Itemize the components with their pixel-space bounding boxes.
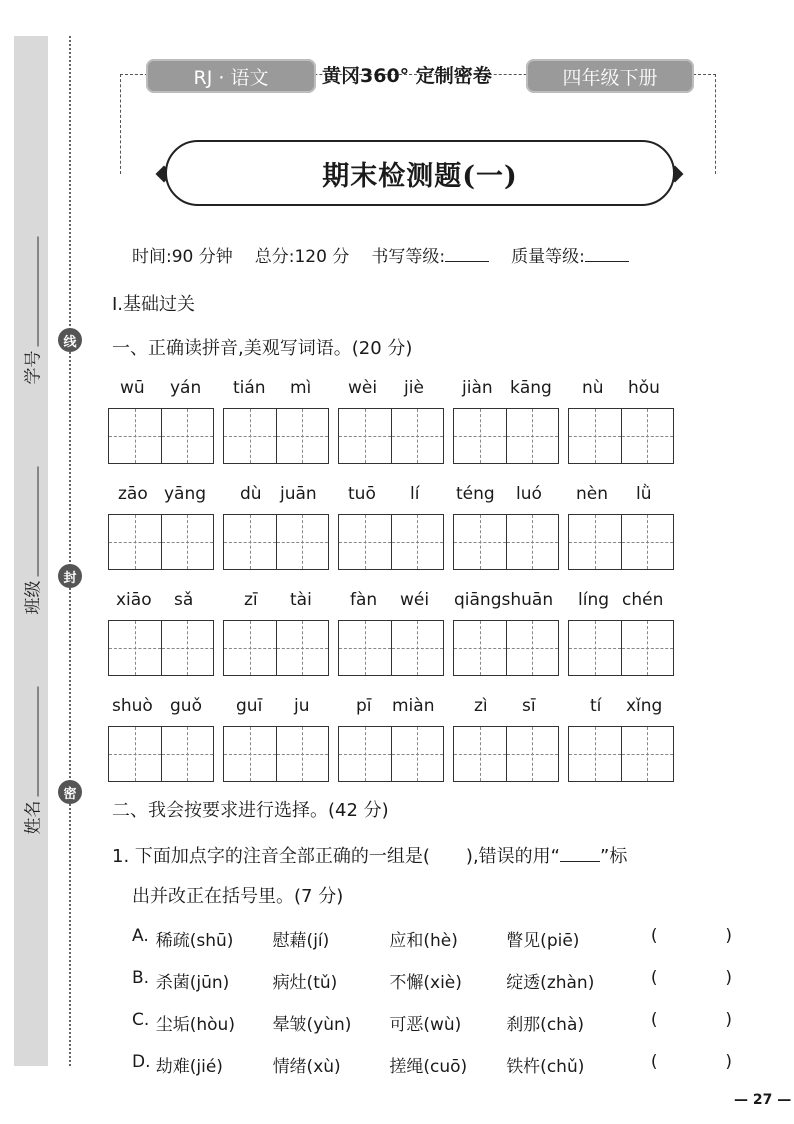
pinyin-label: wū <box>120 378 145 398</box>
option-c[interactable]: C. 尘垢(hòu) 晕皱(yùn) 可恶(wù) 刹那(chà) ( ) <box>132 1010 732 1035</box>
writing-box[interactable] <box>223 726 329 782</box>
total-info: 总分:120 分 <box>254 247 350 267</box>
pinyin-label: pī <box>356 696 372 716</box>
pinyin-label: tián <box>233 378 266 398</box>
pinyin-label: juān <box>280 484 317 504</box>
pinyin-label: xiāo <box>116 590 152 610</box>
pinyin-label: yán <box>170 378 202 398</box>
pinyin-label: téng <box>456 484 495 504</box>
option-d[interactable]: D. 劫难(jié) 情绪(xù) 搓绳(cuō) 铁杵(chǔ) ( ) <box>132 1052 732 1077</box>
pinyin-label: ju <box>294 696 310 716</box>
pinyin-label: tài <box>290 590 312 610</box>
pinyin-label: wéi <box>400 590 430 610</box>
question-pinyin-title: 一、正确读拼音,美观写词语。(20 分) <box>112 338 413 359</box>
pinyin-label: nèn <box>576 484 609 504</box>
class-label: 班级 <box>23 580 44 614</box>
correction-paren[interactable]: ( ) <box>650 926 732 946</box>
writing-box[interactable] <box>108 620 214 676</box>
pinyin-label: chén <box>622 590 664 610</box>
writing-box[interactable] <box>568 408 674 464</box>
seal-feng: 封 <box>58 564 82 588</box>
writing-box[interactable] <box>568 620 674 676</box>
subject-badge: RJ · 语文 <box>146 59 316 93</box>
quality-grade-blank[interactable] <box>585 261 629 262</box>
grade-badge: 四年级下册 <box>526 59 694 93</box>
writing-box[interactable] <box>568 726 674 782</box>
pinyin-row-4 <box>108 696 674 782</box>
pinyin-label: wèi <box>348 378 378 398</box>
writing-box[interactable] <box>568 514 674 570</box>
writing-box[interactable] <box>453 726 559 782</box>
question-1-line-2: 出并改正在括号里。(7 分) <box>132 886 344 907</box>
quality-grade-label: 质量等级: <box>511 247 585 267</box>
pinyin-row-2 <box>108 484 674 570</box>
writing-box[interactable] <box>223 620 329 676</box>
writing-box[interactable] <box>108 514 214 570</box>
student-id-field[interactable] <box>14 230 48 390</box>
mark-underline <box>560 861 600 862</box>
pinyin-label: jiàn <box>462 378 493 398</box>
writing-box[interactable] <box>453 620 559 676</box>
page-title: 期末检测题(一) <box>165 140 675 206</box>
writing-box[interactable] <box>108 726 214 782</box>
name-label: 姓名 <box>23 800 44 834</box>
question-choice-title: 二、我会按要求进行选择。(42 分) <box>112 800 389 821</box>
pinyin-label: kāng <box>510 378 552 398</box>
writing-box[interactable] <box>338 514 444 570</box>
pinyin-label: shuò <box>112 696 153 716</box>
time-info: 时间:90 分钟 <box>132 247 233 267</box>
correction-paren[interactable]: ( ) <box>650 1010 732 1030</box>
pinyin-label: sī <box>522 696 536 716</box>
pinyin-label: zì <box>474 696 488 716</box>
writing-box[interactable] <box>223 408 329 464</box>
class-field[interactable] <box>14 460 48 620</box>
pinyin-label: yāng <box>164 484 207 504</box>
writing-box[interactable] <box>453 514 559 570</box>
pinyin-label: qiāngshuān <box>454 590 554 610</box>
pinyin-label: líng <box>578 590 610 610</box>
pinyin-label: sǎ <box>174 590 194 610</box>
page-number: — 27 — <box>734 1092 792 1108</box>
student-id-label: 学号 <box>23 350 44 384</box>
pinyin-label: dù <box>240 484 262 504</box>
pinyin-label: tuō <box>348 484 376 504</box>
writing-box[interactable] <box>223 514 329 570</box>
option-a[interactable]: A. 稀疏(shū) 慰藉(jí) 应和(hè) 瞥见(piē) ( ) <box>132 926 732 951</box>
pinyin-label: lǜ <box>636 484 652 504</box>
pinyin-label: fàn <box>350 590 378 610</box>
writing-grade-label: 书写等级: <box>371 247 446 267</box>
exam-meta <box>132 242 629 267</box>
pinyin-label: miàn <box>392 696 435 716</box>
writing-box[interactable] <box>338 620 444 676</box>
seal-mi: 密 <box>58 780 82 804</box>
pinyin-label: guǒ <box>170 696 202 716</box>
pinyin-label: zāo <box>118 484 148 504</box>
correction-paren[interactable]: ( ) <box>650 1052 732 1072</box>
pinyin-label: guī <box>236 696 263 716</box>
pinyin-row-1 <box>108 378 674 464</box>
section-basic-title: Ⅰ.基础过关 <box>112 294 196 315</box>
cut-line <box>69 36 71 1066</box>
seal-xian: 线 <box>58 328 82 352</box>
pinyin-label: zī <box>244 590 258 610</box>
name-field[interactable] <box>14 680 48 840</box>
writing-box[interactable] <box>338 408 444 464</box>
pinyin-label: tí <box>590 696 602 716</box>
writing-box[interactable] <box>453 408 559 464</box>
brand-text: 黄冈360° 定制密卷 <box>322 65 492 87</box>
pinyin-label: nù <box>582 378 604 398</box>
correction-paren[interactable]: ( ) <box>650 968 732 988</box>
pinyin-label: hǒu <box>628 378 660 398</box>
writing-box[interactable] <box>338 726 444 782</box>
pinyin-label: jiè <box>404 378 424 398</box>
question-1-line-1: 1. 下面加点字的注音全部正确的一组是( ),错误的用“ ”标 <box>112 846 628 867</box>
pinyin-label: xǐng <box>626 696 663 716</box>
pinyin-label: luó <box>516 484 542 504</box>
pinyin-row-3 <box>108 590 674 676</box>
pinyin-label: mì <box>290 378 312 398</box>
pinyin-label: lí <box>410 484 420 504</box>
writing-grade-blank[interactable] <box>445 261 489 262</box>
option-b[interactable]: B. 杀菌(jūn) 病灶(tǔ) 不懈(xiè) 绽透(zhàn) ( ) <box>132 968 732 993</box>
writing-box[interactable] <box>108 408 214 464</box>
